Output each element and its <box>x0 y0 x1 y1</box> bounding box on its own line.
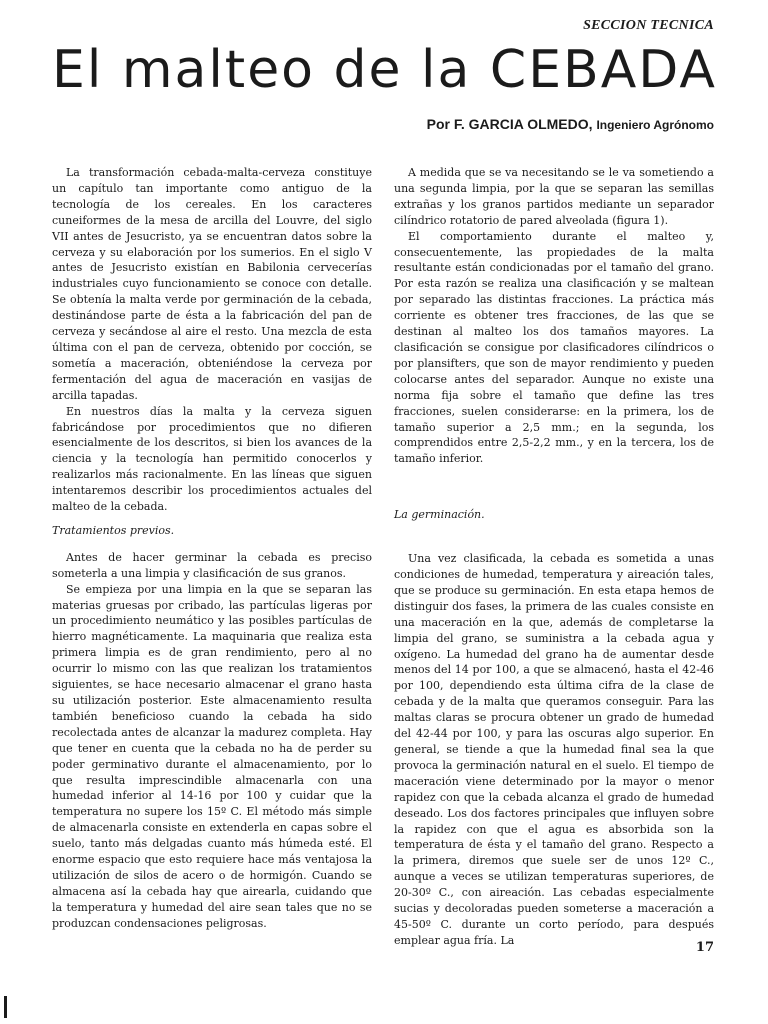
section-label: SECCION TECNICA <box>583 18 714 33</box>
paragraph-modern-methods: En nuestros días la malta y la cerveza siguen fabricándose por procedimientos que no difieren esencialmente de los descritos, si bien los avances de la ciencia y la tecnología han permitido conocerlos y realizarlos más racionalmente. En las líneas que siguen intentaremos describir los procedimientos actuales del malteo de la cebada. <box>52 404 372 514</box>
spacer <box>394 467 714 507</box>
right-column <box>394 165 714 949</box>
page-number: 17 <box>695 940 714 955</box>
byline-author: Por F. GARCIA OLMEDO, <box>426 116 593 132</box>
paragraph-cleaning-intro: Antes de hacer germinar la cebada es preciso someterla a una limpia y clasificación de sus granos. <box>52 550 372 580</box>
paragraph-classification: El comportamiento durante el malteo y, consecuentemente, las propiedades de la malta resultante están condicionadas por el tamaño del grano. Por esta razón se realiza una clasificación y se maltean por separado las distintas fracciones. La práctica más corriente es obtener tres fracciones, de las que se destinan al malteo los dos tamaños mayores. La clasificación se consigue por clasificadores cilíndricos o por plansifters, que son de mayor rendimiento y pueden colocarse antes del separador. Aunque no existe una norma fija sobre el tamaño que define las tres fracciones, suelen considerarse: en la primera, los de tamaño superior a 2,5 mm.; en la segunda, los comprendidos entre 2,5-2,2 mm., y en la tercera, los de tamaño inferior. <box>394 229 714 466</box>
paragraph-storage: Se empieza por una limpia en la que se separan las materias gruesas por cribado, las partículas ligeras por un procedimiento neumático y las posibles partículas de hierro magnéticamente. La maquinaria que realiza esta primera limpia es de gran rendimiento, pero al no ocurrir lo mismo con las que realizan los tratamientos siguientes, se hace necesario almacenar el grano hasta su utilización posterior. Este almacenamiento resulta también beneficioso cuando la cebada ha sido recolectada antes de alcanzar la madurez completa. Hay que tener en cuenta que la cebada no ha de perder su poder germinativo durante el almacenamiento, por lo que resulta imprescindible almacenarla con una humedad inferior al 14-16 por 100 y cuidar que la temperatura no supere los 15º C. El método más simple de almacenarla consiste en extenderla en capas sobre el suelo, tanto más delgadas cuanto más húmeda esté. El enorme espacio que esto requiere hace más ventajosa la utilización de silos de acero o de hormigón. Cuando se almacena así la cebada hay que airearla, cuidando que la temperatura y humedad del aire sean tales que no se produzcan condensaciones peligrosas. <box>52 582 372 930</box>
byline-role: Ingeniero Agrónomo <box>596 118 714 132</box>
article-title: El malteo de la CEBADA <box>52 40 718 100</box>
spacer <box>52 515 372 523</box>
spacer <box>394 523 714 551</box>
left-column <box>52 165 372 932</box>
byline <box>427 114 714 135</box>
margin-mark <box>4 996 7 1018</box>
section-heading-preliminary: Tratamientos previos. <box>52 523 175 537</box>
paragraph-history: La transformación cebada-malta-cerveza constituye un capítulo tan importante como antiguo de la tecnología de los cereales. En los caracteres cuneiformes de la mesa de arcilla del Louvre, del siglo VII antes de Jesucristo, ya se encuentran datos sobre la cerveza y su elaboración por los sumerios. En el siglo V antes de Jesucristo existían en Babilonia cervecerías industriales cuyo funcionamiento se conoce con detalle. Se obtenía la malta verde por germinación de la cebada, destinándose parte de ésta a la fabricación del pan de cerveza y secándose al aire el resto. Una mezcla de esta última con el pan de cerveza, obtenido por cocción, se sometía a maceración, obteniéndose la cerveza por fermentación del agua de maceración en vasijas de arcilla tapadas. <box>52 166 372 402</box>
paragraph-germination: Una vez clasificada, la cebada es sometida a unas condiciones de humedad, temperatura y aireación tales, que se produce su germinación. En esta etapa hemos de distinguir dos fases, la primera de las cuales consiste en una maceración en la que, además de completarse la limpia del grano, se suministra a la cebada agua y oxígeno. La humedad del grano ha de aumentar desde menos del 14 por 100, a que se almacenó, hasta el 42-46 por 100, dependiendo esta última cifra de la clase de cebada y de la malta que queramos conseguir. Para las maltas claras se procura obtener un grado de humedad del 42-44 por 100, y para las oscuras algo superior. En general, se tiende a que la humedad final sea la que provoca la germinación natural en el suelo. El tiempo de maceración viene determinado por la mayor o menor rapidez con que la cebada alcanza el grado de humedad deseado. Los dos factores principales que influyen sobre la rapidez con que el agua es absorbida son la temperatura de ésta y el tamaño del grano. Respecto a la primera, diremos que suele ser de unos 12º C., aunque a veces se utilizan temperaturas superiores, de 20-30º C., con aireación. Las cebadas especialmente sucias y decoloradas pueden someterse a maceración a 45-50º C. durante un corto período, para después emplear agua fría. La <box>394 552 714 947</box>
spacer <box>52 539 372 550</box>
section-heading-germination: La germinación. <box>394 508 485 522</box>
paragraph-second-cleaning: A medida que se va necesitando se le va sometiendo a una segunda limpia, por la que se separan las semillas extrañas y los granos partidos mediante un separador cilíndrico rotatorio de pared alveolada (figura 1). <box>394 166 714 227</box>
